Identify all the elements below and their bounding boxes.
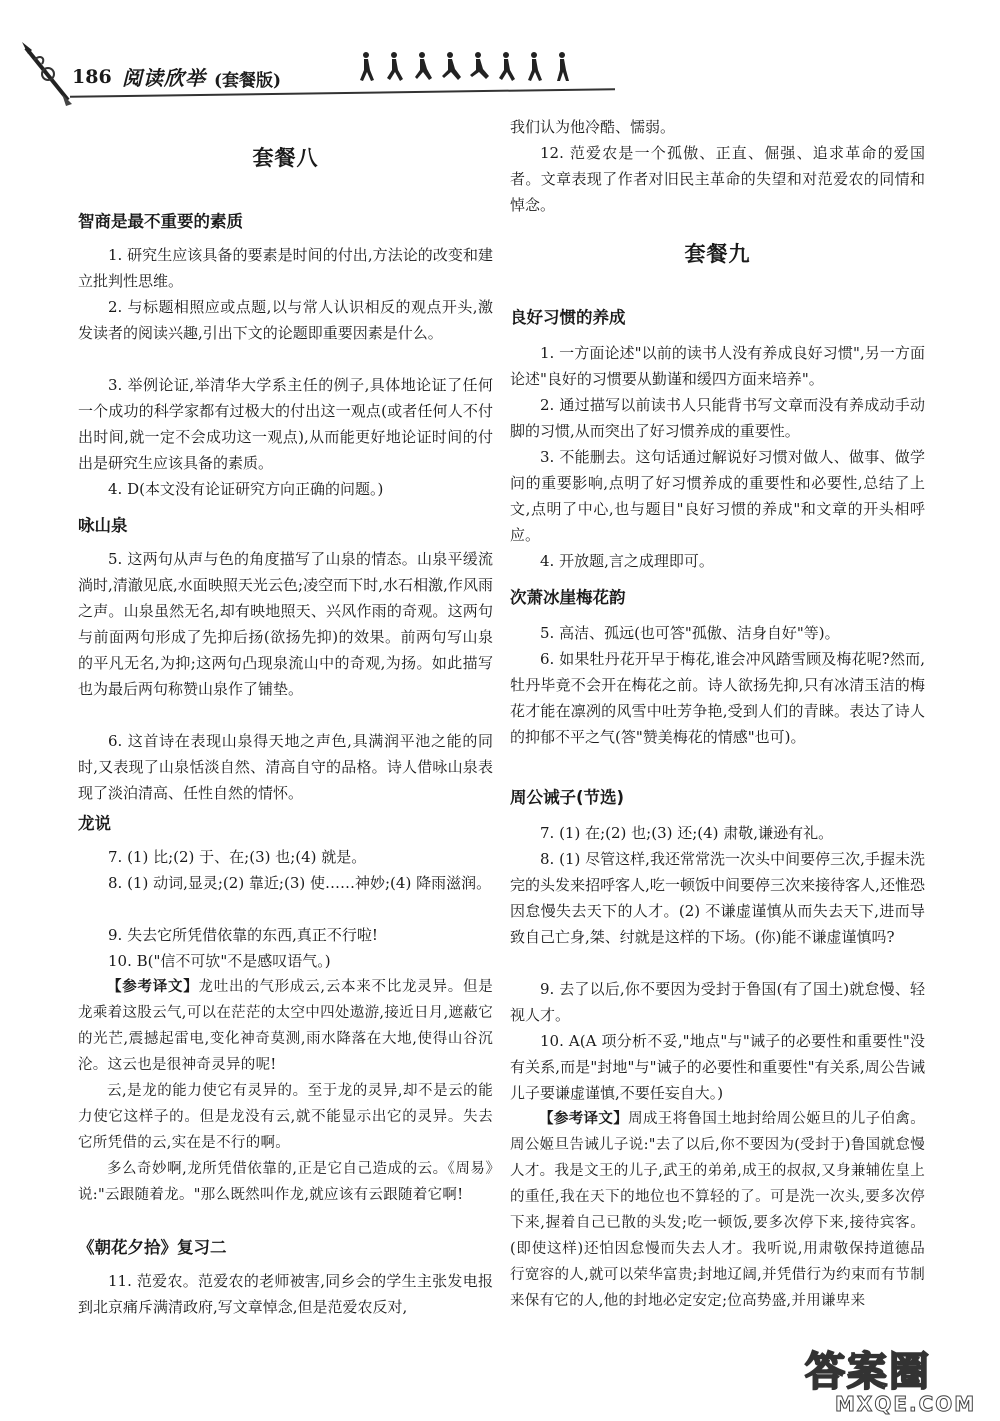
- answer-paragraph: 8. (1) 尽管这样,我还常常洗一次头中间要停三次,手握未洗完的头发来招呼客人,吃一顿饭中间要停三次来接待客人,还惟恐因怠慢失去天下的人才。(2) 不谦虚谨慎从而失去天下,进而导致自己亡身,桀、纣就是这样的下场。(你)能不谦虚谨慎吗?: [510, 850, 925, 946]
- page-header: [18, 30, 618, 102]
- answer-paragraph: 4. D(本文没有论证研究方向正确的问题。): [108, 480, 384, 498]
- article-title: 次萧冰崖梅花韵: [510, 588, 626, 607]
- runners-icon: [358, 50, 598, 86]
- series-title: 阅读欣举: [122, 66, 206, 90]
- answer-paragraph: 5. 这两句从声与色的角度描写了山泉的情态。山泉平缓流淌时,清澈见底,水面映照天光云色;凌空而下时,水石相激,作风雨之声。山泉虽然无名,却有映地照天、兴风作雨的奇观。这两句与前面两句形成了先抑后扬(欲扬先抑)的效果。前两句写山泉的平凡无名,为抑;这两句凸现泉流山中的奇观,为扬。如此描写也为最后两句称赞山泉作了铺垫。: [78, 550, 493, 698]
- reference-label: 【参考译文】: [107, 978, 199, 995]
- answer-paragraph: 11. 范爱农。范爱农的老师被害,同乡会的学生主张发电报到北京痛斥满清政府,写文章悼念,但是范爱农反对,: [78, 1272, 493, 1316]
- article-title: 《朝花夕拾》复习二: [78, 1238, 227, 1257]
- section-title-9: 套餐九: [684, 242, 751, 266]
- watermark: [805, 1340, 990, 1418]
- answer-paragraph: 1. 一方面论述"以前的读书人没有养成良好习惯",另一方面论述"良好的习惯要从勤谨和缓四方面来培养"。: [510, 344, 925, 388]
- answer-paragraph: 12. 范爱农是一个孤傲、正直、倔强、追求革命的爱国者。文章表现了作者对旧民主革命的失望和对范爱农的同情和悼念。: [510, 144, 925, 214]
- article-title: 咏山泉: [78, 516, 128, 535]
- reference-text: 周成王将鲁国土地封给周公姬旦的儿子伯禽。周公姬旦告诫儿子说:"去了以后,你不要因为(受封于)鲁国就怠慢人才。我是文王的儿子,武王的弟弟,成王的叔叔,又身兼辅佐皇上的重任,我在天下的地位也不算轻的了。可是洗一次头,要多次停下来,握着自己已散的头发;吃一顿饭,要多次停下来,接待宾客。(即使这样)还怕因怠慢而失去人才。我听说,用肃敬保持道德品行宽容的人,就可以荣华富贵;封地辽阔,并凭借行为约束而有节制来保有它的人,他的封地必定安定;位高势盛,并用谦卑来: [510, 1111, 925, 1309]
- reference-translation: [78, 974, 493, 1078]
- answer-paragraph: 我们认为他冷酷、懦弱。: [510, 118, 676, 136]
- answer-paragraph: 8. (1) 动词,显灵;(2) 靠近;(3) 使……神妙;(4) 降雨滋润。: [108, 874, 492, 892]
- reference-translation: 多么奇妙啊,龙所凭借依靠的,正是它自己造成的云。《周易》说:"云跟随着龙。"那么既然叫作龙,就应该有云跟随着它啊!: [78, 1161, 493, 1203]
- reference-label: 【参考译文】: [539, 1110, 629, 1127]
- answer-paragraph: 9. 失去它所凭借依靠的东西,真正不行啦!: [108, 926, 378, 944]
- answer-paragraph: 3. 举例论证,举清华大学系主任的例子,具体地论证了任何一个成功的科学家都有过极大的付出这一观点(或者任何人不付出时间,就一定不会成功这一观点),从而能更好地论证时间的付出是研究生应该具备的素质。: [78, 376, 493, 472]
- answer-paragraph: 7. (1) 比;(2) 于、在;(3) 也;(4) 就是。: [108, 848, 367, 866]
- reference-translation: [510, 1106, 925, 1314]
- answer-paragraph: 2. 与标题相照应或点题,以与常人认识相反的观点开头,激发读者的阅读兴趣,引出下文的论题即重要因素是什么。: [78, 298, 493, 342]
- answer-paragraph: 7. (1) 在;(2) 也;(3) 还;(4) 肃敬,谦逊有礼。: [540, 824, 834, 842]
- reference-text: 龙吐出的气形成云,云本来不比龙灵异。但是龙乘着这股云气,可以在茫茫的太空中四处遨游,接近日月,遮蔽它的光芒,震撼起雷电,变化神奇莫测,雨水降落在大地,使得山谷沉沦。这云也是很神奇灵异的呢!: [78, 979, 493, 1073]
- article-title: 龙说: [78, 814, 111, 833]
- answer-paragraph: 3. 不能删去。这句话通过解说好习惯对做人、做事、做学问的重要影响,点明了好习惯养成的重要性和必要性,总结了上文,点明了中心,也与题目"良好习惯的养成"和文章的开头相呼应。: [510, 448, 925, 544]
- answer-paragraph: 4. 开放题,言之成理即可。: [540, 552, 714, 570]
- answer-paragraph: 9. 去了以后,你不要因为受封于鲁国(有了国土)就怠慢、轻视人才。: [510, 980, 925, 1024]
- article-title: 智商是最不重要的素质: [78, 212, 243, 231]
- answer-paragraph: 10. A(A 项分析不妥,"地点"与"诫子的必要性和重要性"没有关系,而是"封地"与"诫子的必要性和重要性"有关系,周公告诫儿子要谦虚谨慎,不要任妄自大。): [510, 1032, 925, 1102]
- section-title-8: 套餐八: [252, 146, 319, 170]
- answer-paragraph: 10. B("信不可欤"不是感叹语气。): [108, 952, 331, 970]
- answer-paragraph: 6. 如果牡丹花开早于梅花,谁会冲风踏雪顾及梅花呢?然而,牡丹毕竟不会开在梅花之前。诗人欲扬先抑,只有冰清玉洁的梅花才能在凛冽的风雪中吐芳争艳,受到人们的青睐。表达了诗人的抑郁不平之气(答"赞美梅花的情感"也可)。: [510, 650, 925, 746]
- reference-translation: 云,是龙的能力使它有灵异的。至于龙的灵异,却不是云的能力使它这样子的。但是龙没有云,就不能显示出它的灵异。失去它所凭借的云,实在是不行的啊。: [78, 1083, 493, 1151]
- pen-icon: [18, 40, 80, 112]
- answer-paragraph: 6. 这首诗在表现山泉得天地之声色,具满润平池之能的同时,又表现了山泉恬淡自然、清高自守的品格。诗人借咏山泉表现了淡泊清高、任性自然的情怀。: [78, 732, 493, 802]
- page-number: 186: [72, 66, 112, 88]
- answer-paragraph: 2. 通过描写以前读书人只能背书写文章而没有养成动手动脚的习惯,从而突出了好习惯养成的重要性。: [510, 396, 925, 440]
- watermark-url: MXQE.COM: [835, 1392, 977, 1416]
- watermark-logo: 答案圈: [805, 1349, 931, 1395]
- edition-label: (套餐版): [214, 71, 282, 91]
- answer-paragraph: 5. 高洁、孤远(也可答"孤傲、洁身自好"等)。: [540, 624, 840, 642]
- article-title: 周公诫子(节选): [510, 788, 625, 807]
- answer-paragraph: 1. 研究生应该具备的要素是时间的付出,方法论的改变和建立批判性思维。: [78, 246, 493, 290]
- article-title: 良好习惯的养成: [510, 308, 626, 327]
